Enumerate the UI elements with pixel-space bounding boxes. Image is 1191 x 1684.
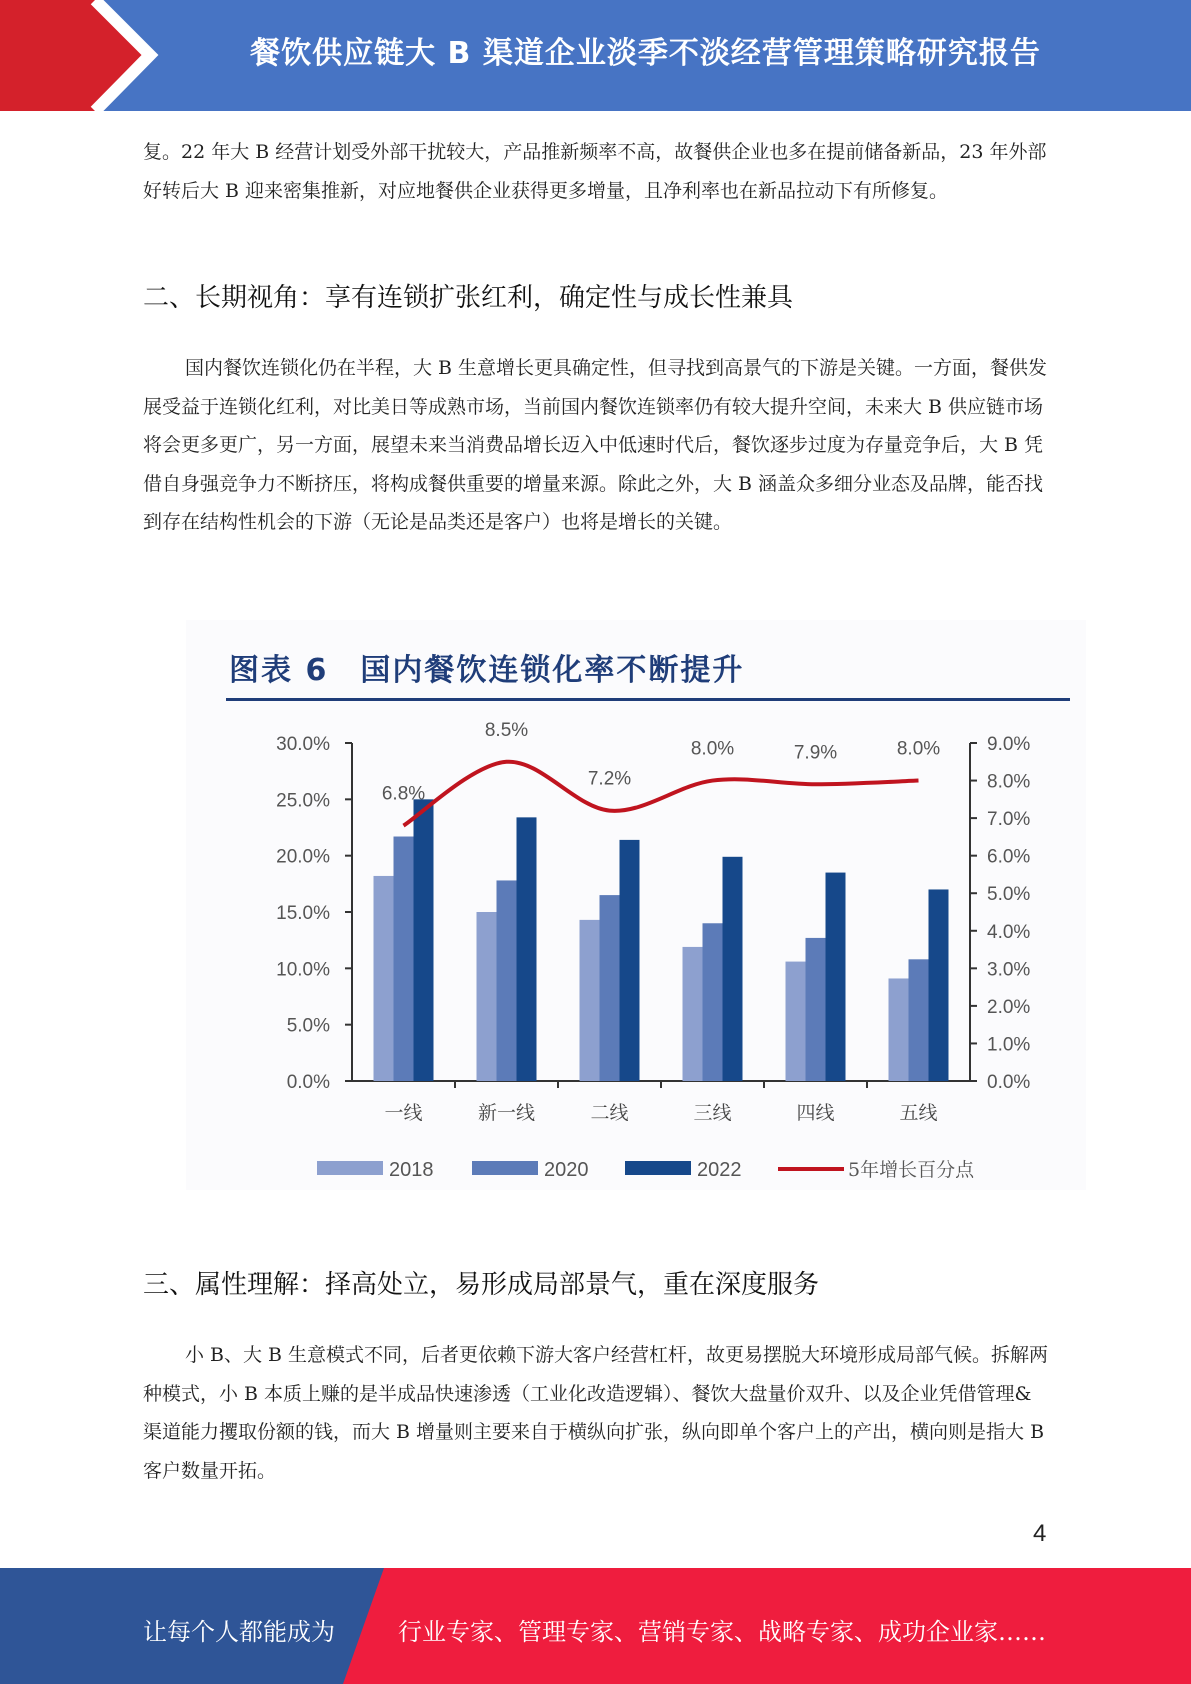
right-tick-label: 1.0%: [987, 1034, 1031, 1056]
paragraph-2: 国内餐饮连锁化仍在半程，大 B 生意增长更具确定性，但寻找到高景气的下游是关键。一方面，餐供发展受益于连锁化红利，对比美日等成熟市场，当前国内餐饮连锁率仍有较大提升空间，未来大 B 供应链市场将会更多更广，另一方面，展望未来当消费品增长迈入中低速时代后，餐饮逐步过度为存量竞争后，大 B 凭借自身强竞争力不断挤压，将构成餐供重要的增量来源。除此之外，大 B 涵盖众多细分业态及品牌，能否找到存在结构性机会的下游（无论是品类还是客户）也将是增长的关键。: [143, 357, 1048, 534]
bar-2022-5: [929, 889, 949, 1081]
legend-label-2018: 2018: [389, 1159, 434, 1181]
legend-label-2020: 2020: [544, 1159, 589, 1181]
category-label: 二线: [590, 1102, 629, 1124]
left-tick-label: 5.0%: [286, 1015, 330, 1037]
bar-2022-4: [826, 873, 846, 1081]
growth-line: [404, 762, 919, 826]
left-tick-label: 25.0%: [276, 790, 330, 812]
category-label: 四线: [796, 1102, 835, 1124]
bar-2018-5: [889, 978, 909, 1081]
report-title: 餐饮供应链大 B 渠道企业淡季不淡经营管理策略研究报告: [250, 36, 1041, 71]
right-tick-label: 3.0%: [987, 959, 1031, 981]
right-tick-label: 2.0%: [987, 996, 1031, 1018]
growth-data-label: 7.9%: [793, 742, 838, 764]
legend-swatch-2022: [625, 1161, 691, 1175]
legend-label-2022: 2022: [697, 1159, 742, 1181]
category-label: 五线: [899, 1102, 938, 1124]
category-label: 新一线: [477, 1102, 536, 1124]
chart-title: 图表 6 国内餐饮连锁化率不断提升: [229, 653, 745, 688]
left-tick-label: 0.0%: [286, 1072, 330, 1093]
bar-2022-3: [723, 857, 743, 1081]
bar-2022-1: [517, 817, 537, 1081]
bar-2020-4: [806, 938, 826, 1081]
left-tick-label: 30.0%: [276, 734, 330, 755]
page-number: 4: [1033, 1520, 1047, 1547]
right-tick-label: 5.0%: [987, 884, 1031, 906]
paragraph-3: 小 B、大 B 生意模式不同，后者更依赖下游大客户经营杠杆，故更易摆脱大环境形成局部气候。拆解两种模式，小 B 本质上赚的是半成品快速渗透（工业化改造逻辑）、餐饮大盘量价双升、以及企业凭借管理&渠道能力攫取份额的钱，而大 B 增量则主要来自于横纵向扩张，纵向即单个客户上的产出，横向则是指大 B 客户数量开拓。: [143, 1344, 1049, 1482]
right-tick-label: 7.0%: [987, 809, 1031, 831]
growth-data-label: 7.2%: [587, 768, 632, 790]
bar-2018-3: [683, 947, 703, 1081]
growth-data-label: 6.8%: [381, 783, 426, 805]
bar-2018-2: [580, 920, 600, 1081]
section-heading-2: 二、长期视角：享有连锁扩张红利，确定性与成长性兼具: [143, 283, 794, 313]
left-tick-label: 15.0%: [276, 903, 330, 924]
right-tick-label: 4.0%: [987, 921, 1031, 943]
legend-label-line: 5年增长百分点: [848, 1159, 975, 1181]
bar-2018-0: [374, 876, 394, 1081]
bar-2018-1: [477, 912, 497, 1081]
paragraph-1: 复。22 年大 B 经营计划受外部干扰较大，产品推新频率不高，故餐供企业也多在提前储备新品，23 年外部好转后大 B 迎来密集推新，对应地餐供企业获得更多增量，且净利率也在新品拉动下有所修复。: [143, 141, 1047, 202]
bar-2020-1: [497, 880, 517, 1081]
legend-swatch-2018: [317, 1161, 383, 1175]
bar-2020-3: [703, 923, 723, 1081]
legend-swatch-2020: [472, 1161, 538, 1175]
bar-2018-4: [786, 962, 806, 1081]
right-tick-label: 6.0%: [987, 846, 1031, 868]
bar-2022-0: [414, 799, 434, 1081]
growth-data-label: 8.0%: [690, 738, 735, 760]
left-tick-label: 10.0%: [276, 959, 330, 981]
growth-data-label: 8.0%: [896, 738, 941, 760]
category-label: 一线: [384, 1102, 423, 1124]
category-label: 三线: [693, 1102, 732, 1124]
bar-2022-2: [620, 840, 640, 1081]
bar-2020-2: [600, 895, 620, 1081]
growth-data-label: 8.5%: [484, 719, 529, 741]
right-tick-label: 9.0%: [987, 734, 1031, 755]
section-heading-3: 三、属性理解：择高处立，易形成局部景气，重在深度服务: [143, 1270, 820, 1300]
bar-2020-5: [909, 959, 929, 1081]
right-tick-label: 0.0%: [987, 1072, 1031, 1093]
footer-slogan-right: 行业专家、管理专家、营销专家、战略专家、成功企业家……: [398, 1618, 1046, 1646]
footer-slogan-left: 让每个人都能成为: [143, 1618, 335, 1646]
bar-2020-0: [394, 837, 414, 1081]
left-tick-label: 20.0%: [276, 846, 330, 868]
right-tick-label: 8.0%: [987, 771, 1031, 793]
